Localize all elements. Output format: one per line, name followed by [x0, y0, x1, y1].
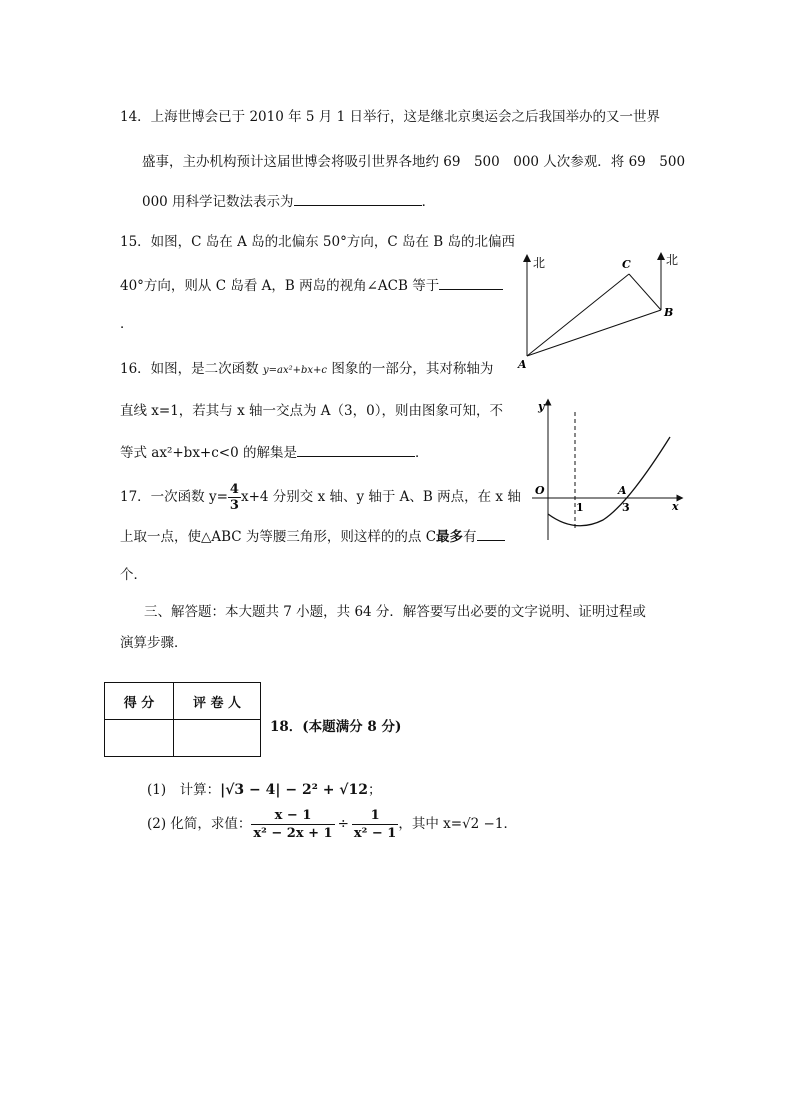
q17-line2-end: 有 [463, 529, 477, 545]
q16-line1 [120, 360, 493, 380]
q16-line1-end: 图象的一部分，其对称轴为 [327, 361, 494, 377]
q18-part2-label: (2) 化简，求值： [147, 816, 252, 832]
point-label-a: A [518, 358, 527, 371]
parabola-curve [548, 437, 670, 526]
q17-line1-text: 17．一次函数 y= [120, 489, 228, 505]
x-axis-label: x [672, 500, 679, 513]
q18-part1-label: (1) 计算： [147, 782, 221, 798]
answer-blank-15[interactable] [439, 276, 503, 290]
q18-fraction-2 [352, 807, 398, 842]
q18-part1 [147, 781, 382, 799]
q15-line2-text: 40°方向，则从 C 岛看 A，B 两岛的视角∠ACB 等于 [120, 278, 440, 294]
y-axis-label: y [538, 400, 545, 413]
q18-f2-den: x² − 1 [353, 826, 397, 841]
point-label-c: C [622, 258, 631, 271]
q18-f2-num: 1 [370, 808, 380, 823]
section3-line1: 三、解答题：本大题共 7 小题，共 64 分．解答要写出必要的文字说明、证明过程或 [144, 604, 646, 620]
q15-figure [512, 250, 692, 375]
score-cell[interactable] [105, 720, 174, 757]
q17-line3: 个． [120, 567, 147, 583]
q18-divide-op: ÷ [337, 816, 349, 832]
q16-figure [528, 394, 688, 542]
tick-label-1: 1 [576, 501, 584, 514]
segment-ab [527, 310, 661, 356]
q18-fraction-1 [251, 807, 334, 842]
tick-label-3: 3 [622, 501, 630, 514]
q18-part2 [147, 804, 517, 844]
q18-part1-end: ； [368, 782, 382, 798]
q17-frac-den: 3 [229, 498, 239, 513]
q18-part1-expr: |√3 − 4| − 2² + √12 [220, 782, 368, 798]
q17-frac-num: 4 [229, 482, 239, 497]
q16-line2: 直线 x=1，若其与 x 轴一交点为 A（3，0），则由图象可知，不 [120, 403, 503, 419]
q17-line1-end: x+4 分别交 x 轴、y 轴于 A、B 两点，在 x 轴 [240, 489, 521, 505]
origin-label: O [535, 484, 545, 497]
q15-line2 [120, 276, 503, 295]
q15-line1: 15．如图，C 岛在 A 岛的北偏东 50°方向，C 岛在 B 岛的北偏西 [120, 234, 515, 250]
answer-blank-16[interactable] [297, 443, 415, 457]
score-table [104, 682, 261, 757]
q16-line1-text: 16．如图，是二次函数 [120, 361, 263, 377]
q17-line1 [120, 477, 521, 517]
score-header: 得 分 [105, 683, 174, 720]
point-label-b: B [664, 306, 674, 319]
q17-line2 [120, 527, 505, 546]
north-label-b: 北 [666, 253, 679, 267]
q17-fraction [228, 482, 241, 513]
answer-blank-14[interactable] [294, 192, 422, 206]
north-label-a: 北 [533, 256, 546, 270]
q14-line2: 盛事，主办机构预计这届世博会将吸引世界各地约 69 500 000 人次参观．将 69 500 [142, 154, 686, 170]
q16-line3-end: ． [415, 445, 429, 461]
q14-line1: 14．上海世博会已于 2010 年 5 月 1 日举行，这是继北京奥运会之后我国举办的又一世界 [120, 109, 660, 125]
q15-line3: ． [120, 316, 134, 332]
q16-line3 [120, 443, 429, 462]
grader-header: 评 卷 人 [174, 683, 261, 720]
q18-f1-den: x² − 2x + 1 [253, 826, 333, 841]
q16-line3-text: 等式 ax²+bx+c<0 的解集是 [120, 445, 297, 461]
q17-line2-bold: 最多 [436, 529, 464, 545]
point-label-a: A [618, 484, 627, 497]
q18-title: 18．(本题满分 8 分) [270, 719, 402, 735]
section3-line2: 演算步骤． [120, 635, 188, 651]
segment-ac [527, 274, 629, 356]
q17-line2-text: 上取一点，使△ABC 为等腰三角形，则这样的的点 C [120, 529, 437, 545]
q18-f1-num: x − 1 [274, 808, 312, 823]
q16-function: y=ax²+bx+c [262, 365, 328, 376]
grader-cell[interactable] [174, 720, 261, 757]
segment-cb [629, 274, 661, 310]
q14-line3-text: 000 用科学记数法表示为 [142, 194, 294, 210]
q14-line3-end: ． [421, 194, 436, 210]
answer-blank-17[interactable] [477, 527, 505, 541]
q18-part2-end: ，其中 x=√2 −1． [398, 816, 517, 832]
q14-line3 [142, 192, 435, 211]
